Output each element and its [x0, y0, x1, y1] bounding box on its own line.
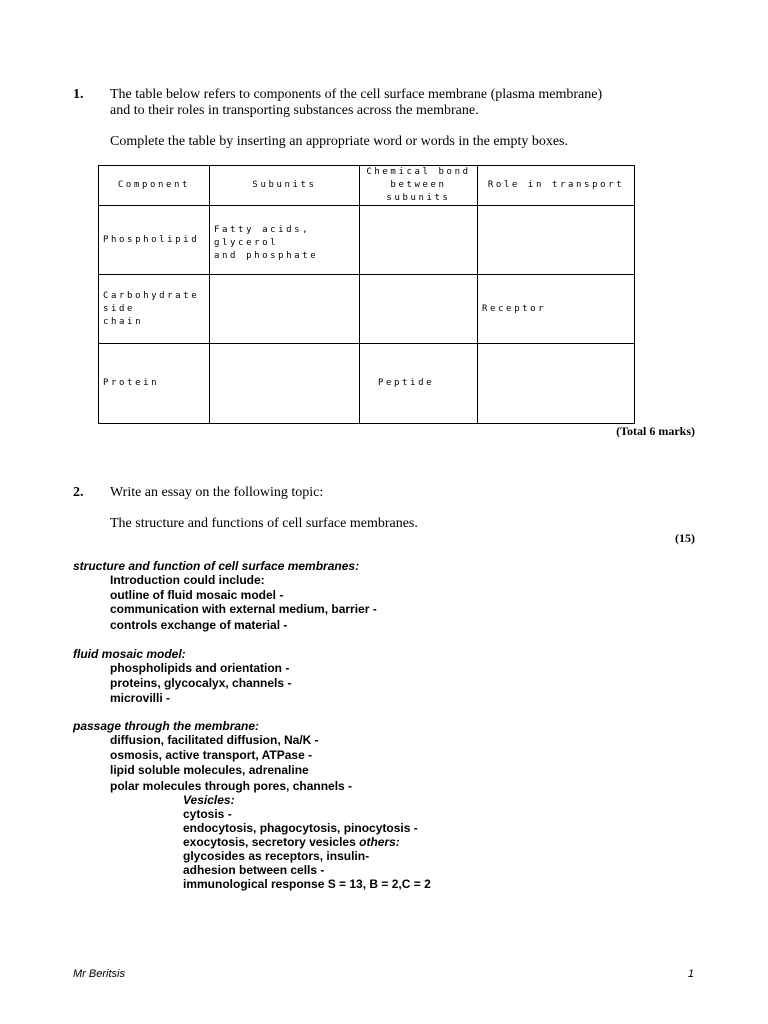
question-2-number: 2. — [73, 485, 84, 500]
scheme-item: controls exchange of material - — [110, 618, 288, 632]
scheme-vesicles-heading: Vesicles: — [183, 793, 235, 807]
question-1-number: 1. — [73, 87, 84, 102]
cell-role-empty — [478, 206, 635, 275]
table-header-row — [99, 166, 635, 206]
scheme-item: diffusion, facilitated diffusion, Na/K - — [110, 733, 319, 747]
scheme-others-label: others: — [359, 835, 400, 849]
table-row — [99, 344, 635, 424]
scheme-item: phospholipids and orientation - — [110, 661, 290, 675]
cell-bond-empty — [360, 275, 478, 344]
question-1-marks: (Total 6 marks) — [616, 424, 695, 438]
table-row — [99, 275, 635, 344]
header-chemical-bond — [360, 166, 478, 206]
question-2-topic: The structure and functions of cell surface membranes. — [110, 516, 418, 531]
table-row — [99, 206, 635, 275]
header-role-in-transport: Role in transport — [478, 166, 635, 206]
header-chemical-bond-line-1: Chemical bond — [366, 167, 471, 177]
scheme-item: osmosis, active transport, ATPase - — [110, 748, 313, 762]
question-1-intro-line-2: and to their roles in transporting substances across the membrane. — [110, 103, 479, 118]
scheme-item: immunological response S = 13, B = 2,C = 2 — [183, 877, 431, 891]
cell-role-receptor: Receptor — [478, 275, 635, 344]
scheme-item: cytosis - — [183, 807, 232, 821]
question-2-instruction: Write an essay on the following topic: — [110, 485, 324, 500]
header-component: Component — [99, 166, 210, 206]
scheme-heading-passage: passage through the membrane: — [73, 719, 260, 733]
question-1-intro-line-1: The table below refers to components of the cell surface membrane (plasma membrane) — [110, 87, 603, 102]
cell-subunits-empty — [210, 275, 360, 344]
scheme-item: Introduction could include: — [110, 573, 265, 587]
scheme-heading-fluid-mosaic: fluid mosaic model: — [73, 647, 186, 661]
cell-component-phospholipid: Phospholipid — [99, 206, 210, 275]
cell-role-empty — [478, 344, 635, 424]
scheme-item: glycosides as receptors, insulin- — [183, 849, 370, 863]
cell-component-protein: Protein — [99, 344, 210, 424]
scheme-item: communication with external medium, barrier - — [110, 602, 377, 616]
cell-subunits-empty — [210, 344, 360, 424]
scheme-item: adhesion between cells - — [183, 863, 325, 877]
scheme-item: proteins, glycocalyx, channels - — [110, 676, 292, 690]
cell-subunits-line-1: Fatty acids, glycerol — [214, 225, 311, 248]
question-1-instruction: Complete the table by inserting an appropriate word or words in the empty boxes. — [110, 134, 569, 149]
membrane-components-table — [98, 165, 635, 424]
cell-bond-empty — [360, 206, 478, 275]
header-chemical-bond-line-2: between subunits — [386, 180, 451, 203]
cell-component-carbohydrate — [99, 275, 210, 344]
scheme-heading-structure-function: structure and function of cell surface membranes: — [73, 559, 360, 573]
scheme-exocytosis-text: exocytosis, secretory vesicles — [183, 835, 360, 849]
question-2-marks: (15) — [675, 531, 695, 545]
cell-component-line-1: Carbohydrate side — [103, 290, 200, 314]
scheme-item: lipid soluble molecules, adrenaline — [110, 763, 309, 777]
cell-subunits-line-2: and phosphate — [214, 251, 319, 261]
footer-page-number: 1 — [687, 968, 694, 980]
footer-author: Mr Beritsis — [73, 968, 125, 980]
scheme-exocytosis-line — [183, 835, 400, 850]
scheme-item: endocytosis, phagocytosis, pinocytosis - — [183, 821, 418, 835]
cell-bond-peptide: Peptide — [360, 344, 478, 424]
cell-component-line-2: chain — [103, 316, 144, 327]
header-subunits: Subunits — [210, 166, 360, 206]
scheme-item: outline of fluid mosaic model - — [110, 588, 284, 602]
scheme-item: polar molecules through pores, channels - — [110, 779, 353, 793]
scheme-item: microvilli - — [110, 691, 171, 705]
cell-subunits-phospholipid — [210, 206, 360, 275]
